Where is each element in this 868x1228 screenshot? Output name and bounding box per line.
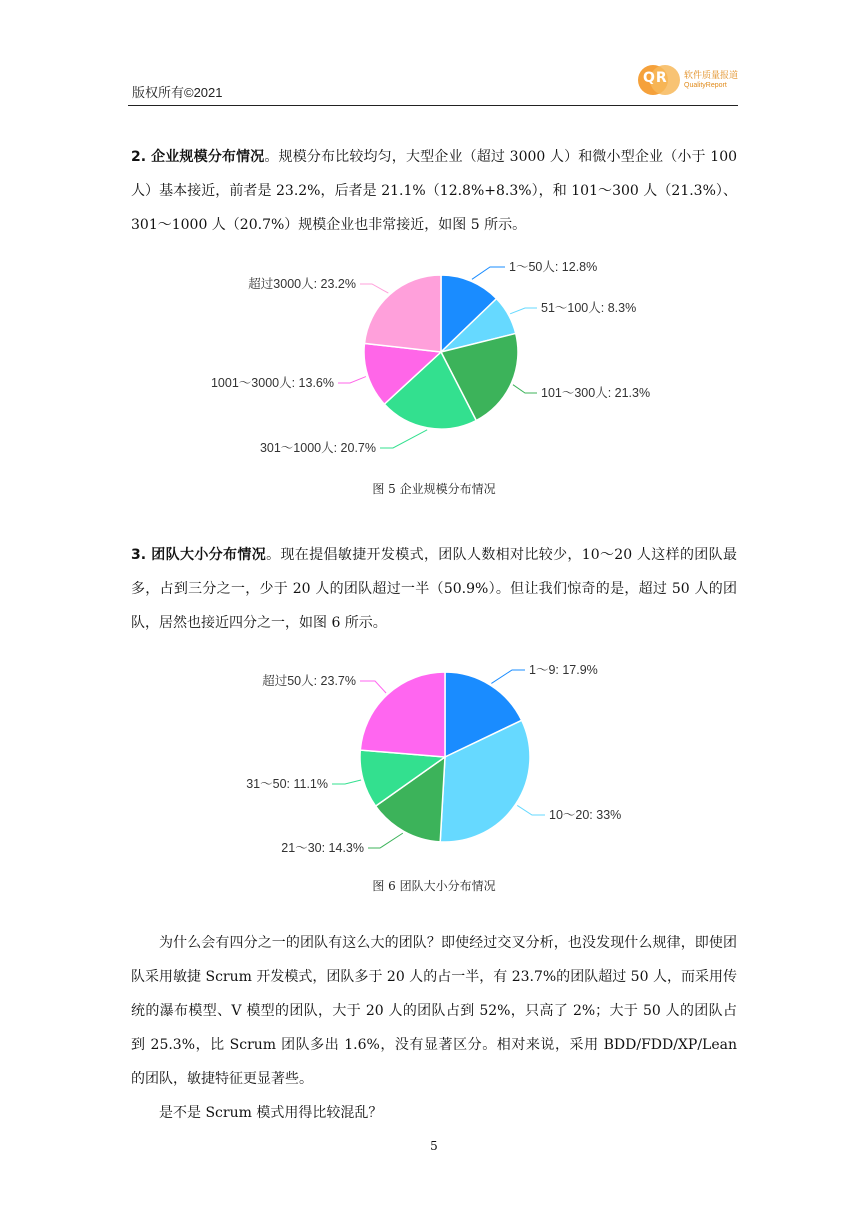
pie-slice-label: 1001～3000人: 13.6% — [210, 376, 334, 390]
section-2-paragraph — [131, 140, 737, 242]
figure-5-pie-chart — [0, 250, 868, 465]
body-paragraph-2: 是不是 Scrum 模式用得比较混乱？ — [159, 1105, 383, 1121]
logo-cn-text: 软件质量报道 — [684, 71, 739, 81]
pie2-slices — [360, 672, 530, 842]
copyright-text: 版权所有©2021 — [132, 85, 223, 100]
section-2-text: 。规模分布比较均匀，大型企业（超过 3000 人）和微小型企业（小于 100 人）基本接近，前者是 23.2%，后者是 21.1%（12.8%+8.3%），和 101～300 人（21.3%）、301～1000 人（20.7%）规模企业也非常接近，如图 5 所示。 — [131, 149, 738, 233]
pie-slice-label: 1～50人: 12.8% — [509, 260, 598, 274]
pie-leader-line — [472, 267, 505, 279]
figure-5-caption: 图 5 企业规模分布情况 — [372, 482, 496, 496]
page-number: 5 — [430, 1139, 438, 1153]
pie-leader-line — [360, 681, 386, 693]
section-3-paragraph — [131, 538, 737, 640]
figure-6-caption: 图 6 团队大小分布情况 — [372, 879, 496, 893]
pie-slice-label: 51～100人: 8.3% — [541, 301, 637, 315]
section-3-text: 。现在提倡敏捷开发模式，团队人数相对比较少，10～20 人这样的团队最多，占到三分之一，少于 20 人的团队超过一半（50.9%）。但让我们惊奇的是，超过 50 人的团队，居然也接近四分之一，如图 6 所示。 — [131, 547, 738, 631]
pie-slice-label: 1～9: 17.9% — [529, 663, 598, 677]
section-3-heading: 3. 团队大小分布情况 — [131, 547, 267, 563]
pie-leader-line — [491, 670, 525, 683]
logo-en-text: QualityReport — [684, 82, 727, 89]
pie-slice-label: 超过3000人: 23.2% — [248, 277, 356, 291]
pie-slice-label: 101～300人: 21.3% — [541, 386, 651, 400]
quality-report-logo — [638, 62, 748, 98]
pie-leader-line — [513, 385, 537, 393]
pie1-slices — [364, 275, 518, 429]
pie-slice-label: 21～30: 14.3% — [281, 841, 364, 855]
pie-leader-line — [360, 284, 388, 293]
figure-6-pie-chart — [0, 650, 868, 865]
pie-slice-label: 301～1000人: 20.7% — [259, 441, 376, 455]
logo-monogram: QR — [643, 70, 668, 86]
pie-leader-line — [332, 780, 361, 784]
pie-leader-line — [510, 308, 537, 314]
pie-slice — [360, 672, 445, 757]
pie-leader-line — [338, 377, 366, 383]
pie-leader-line — [380, 430, 427, 448]
pie-leader-line — [517, 805, 545, 815]
pie-slice-label: 10～20: 33% — [549, 808, 622, 822]
header-divider — [128, 105, 738, 106]
section-2-heading: 2. 企业规模分布情况 — [131, 149, 265, 165]
pie-slice-label: 31～50: 11.1% — [246, 777, 328, 791]
body-paragraph-1: 为什么会有四分之一的团队有这么大的团队？即使经过交叉分析，也没发现什么规律，即使团队采用敏捷 Scrum 开发模式，团队多于 20 人的占一半，有 23.7%的团队超过 50 人，而采用传统的瀑布模型、V 模型的团队，大于 20 人的团队占到 52%，只高了 2%；大于 50 人的团队占到 25.3%，比 Scrum 团队多出 1.6%，没有显著区分。相对来说，采用 BDD/FDD/XP/Lean 的团队，敏捷特征更显著些。 — [131, 935, 737, 1087]
pie-slice-label: 超过50人: 23.7% — [262, 674, 356, 688]
pie-leader-line — [368, 833, 403, 848]
